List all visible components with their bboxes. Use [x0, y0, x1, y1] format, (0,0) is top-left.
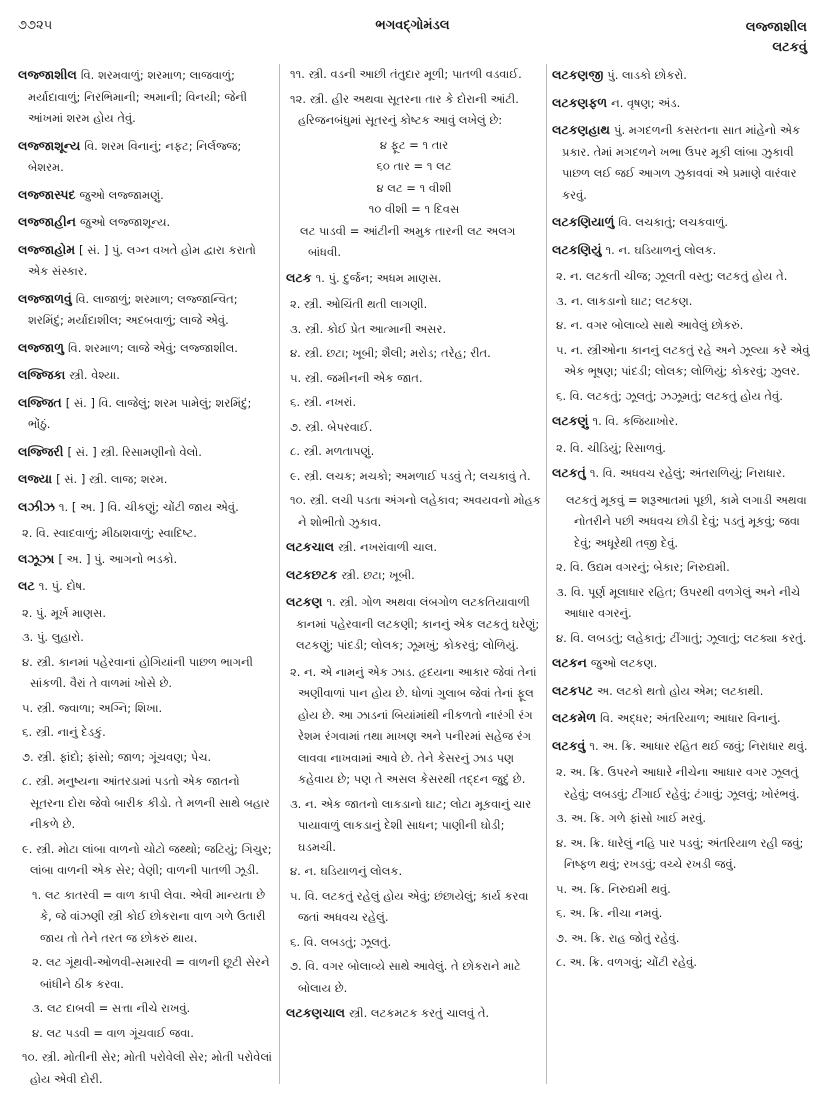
sense-line: ૨. વિ. સ્વાદવાળું; મીઠાશવાળું; સ્વાદિષ્ટ.: [22, 526, 197, 540]
entry-headword: લટ: [18, 578, 35, 593]
dictionary-entry: [18, 239, 274, 283]
sense-line: ૨. વિ. ચીડિયું; રિસાળવું.: [556, 440, 666, 455]
dictionary-entry: [552, 211, 810, 234]
sense-line: ૧૦. સ્ત્રી. મોતીની સેર; મોતી પરોવેલી સેર; મોતી પરોવેલાં હોય એવી દોરી.: [22, 1050, 272, 1086]
dictionary-entry: [552, 680, 810, 703]
page-number: ૭૭૨૫: [18, 18, 53, 33]
dictionary-entry: [286, 1002, 542, 1025]
guide-words: [746, 18, 807, 58]
entry-definition: વિ. લચકાતું; લચકવાળું.: [618, 215, 729, 229]
entry-headword: લજ્જાળુ: [18, 339, 64, 355]
entry-headword: લટકવું: [552, 737, 586, 753]
entry-headword: લજ્જાસ્પદ: [18, 186, 76, 202]
entry-definition: વિ. અદ્ધર; અંતરિયાળ; આધાર વિનાનું.: [600, 711, 781, 725]
sense-line: ૫. વિ. લટકતું રહેલું હોય એવું; છંછાયેલું; કાર્ય કરવા જતાં અધવચ રહેલું.: [290, 888, 529, 924]
idiom-line: ૨. લટ ગૂંથવી-ઓળવી-સમારવી = વાળની છૂટી સેરને બાંધીને ઠીક કરવા.: [32, 955, 270, 991]
dictionary-entry: [18, 548, 274, 571]
dictionary-entry: [18, 184, 274, 207]
sense-line: ૬. સ્ત્રી. નાનું દેડકું.: [22, 725, 106, 739]
entry-definition: સ્ત્રી. લટકમટક કરતું ચાલવું તે.: [348, 1006, 490, 1020]
idiom-line: લટકતું મૂકવું = શરૂઆતમાં પૂછી, કામે લગાડી અથવા નોતરીને પછી અધવચ છોડી દેવું; પડતું મૂકવું; જવા દેવું; અધૂરેથી તજી દેવું.: [566, 492, 807, 550]
idiom-line: ૧. લટ કાતરવી = વાળ કાપી લેવા. એવી માન્યતા છે કે, જે વાંઝણી સ્ત્રી કોઈ છોકરાના વાળ ગળે ઉતારી જાય તો તેને તરત જ છોકરું થાય.: [32, 887, 266, 945]
table-row: ૪ ફૂટ = ૧ તાર: [379, 137, 449, 152]
sense-line: ૪. ન. ઘડિયાળનું લોલક.: [290, 864, 403, 878]
entry-headword: લટકચાલ: [286, 539, 335, 554]
sense-line: ૧૧. સ્ત્રી. વડની આછી તંતુદાર મૂળી; પાતળી વડવાઈ.: [290, 67, 522, 81]
entry-definition: [ સં. ] સ્ત્રી. રિસામણીનો વેલો.: [67, 444, 202, 459]
entry-definition: [ સં. ] પું. લગ્ન વખતે હોમ દ્વારા કરાતો એક સંસ્કાર.: [28, 242, 256, 278]
entry-definition: વિ. શરમ વિનાનું; નફટ; નિર્લજ્જ; બેશરમ.: [28, 138, 242, 174]
dictionary-entry: [552, 92, 810, 115]
column-divider: [279, 64, 280, 1084]
dictionary-entry: [552, 410, 810, 433]
entry-definition: ૧. પું. દુર્જન; અધમ માણસ.: [315, 270, 442, 285]
entry-definition: [ સં. ] વિ. લાજેલું; શરમ પામેલું; શરમિંદું; ભોંઠું.: [28, 395, 252, 431]
entry-headword: લટકપટ: [552, 682, 593, 698]
sense-line: ૪. સ્ત્રી. છટા; ખૂબી; શૈલી; મરોડ; તરેહ; રીત.: [290, 346, 491, 360]
dictionary-column-1: [18, 64, 274, 1093]
sense-line: ૪. અ. ક્રિ. ધારેલું નહિ પાર પડવું; અંતરિયાળ રહી જવું; નિષ્ફળ થવું; રખડવું; વચ્ચે રખડી જવું.: [556, 835, 804, 871]
entry-definition: જુઓ લટકણ.: [590, 656, 658, 670]
sense-line: ૯. સ્ત્રી. મોટા લાંબા વાળનો ચોટો જથ્થો; જટિયું; ગિચુર; લાંબા વાળની એક સેર; વેણી; વાળની પાતળી ઝૂડી.: [22, 841, 272, 877]
entry-headword: લટકમેળ: [552, 710, 597, 725]
entry-definition: અ. લટકો થતો હોય એમ; લટકાથી.: [596, 683, 764, 698]
sense-line: ૮. સ્ત્રી. મનુષ્યના આંતરડામાં પડતો એક જાતનો સૂતરના દોરા જેવો બારીક કીડો. તે મળની સાથે બહાર નીકળે છે.: [22, 774, 270, 831]
entry-headword: લટકતું: [552, 465, 586, 480]
entry-headword: લજ્જાળવું: [18, 290, 72, 306]
dictionary-entry: [552, 707, 810, 730]
dictionary-entry: [18, 288, 274, 332]
idiom-line: લટ પાડવી = આંટીની અમુક તારની લટ અલગ બાંધવી.: [300, 223, 516, 259]
sense-line: ૩. અ. ક્રિ. ગળે ફાંસો ખાઈ મરવું.: [556, 811, 707, 825]
dictionary-entry: [552, 735, 810, 758]
sense-line: ૭. અ. ક્રિ. રાહ જોતું રહેવું.: [556, 930, 680, 945]
dictionary-entry: [18, 468, 274, 491]
dictionary-entry: [286, 267, 542, 290]
entry-headword: લજ્જિત: [18, 394, 62, 410]
idiom-line: ૪. લટ પડવી = વાળ ગૂંચવાઈ જવા.: [32, 1025, 194, 1040]
dictionary-entry: [18, 496, 274, 519]
entry-definition: વિ. લાજાળું; શરમાળ; લજ્જાન્વિત; શરમિંદું; મર્યાદાશીલ; અદબવાળું; લાજે એવું.: [28, 291, 238, 327]
entry-headword: લજ્જાશીલ: [18, 67, 77, 82]
sense-line: ૯. સ્ત્રી. લચક; મચકો; અમળાઈ પડવું તે; લચકાવું તે.: [290, 468, 531, 483]
entry-definition: [ સં. ] સ્ત્રી. લાજ; શરમ.: [56, 472, 168, 486]
book-title: ભગવદ્ગોમંડલ: [375, 18, 450, 33]
dictionary-entry: [552, 64, 810, 87]
entry-definition: વિ. શરમાળ; લાજે એવું; લજ્જાશીલ.: [67, 340, 238, 355]
sense-line: ૧૦. સ્ત્રી. લચી પડતા અંગનો લહેકાવ; અવયવનો મોહક ને શોભીતો ઝુકાવ.: [290, 493, 541, 529]
sense-line: ૨. વિ. ઉદ્યમ વગરનું; બેકાર; નિરુદ્યમી.: [556, 560, 730, 574]
entry-headword: લટકણચાલ: [286, 1005, 345, 1020]
entry-definition: ૧. ન. ઘડિયાળનું લોલક.: [605, 242, 717, 257]
entry-headword: લઝીઝ: [18, 498, 55, 514]
sense-line: ૭. સ્ત્રી. બેપરવાઈ.: [290, 419, 373, 434]
sense-line: ૮. સ્ત્રી. મળતાપણું.: [290, 444, 375, 458]
sense-line: ૮. અ. ક્રિ. વળગવું; ચોંટી રહેવું.: [556, 955, 697, 969]
sense-line: ૨. અ. ક્રિ. ઉપરને આધારે નીચેના આધાર વગર ઝૂલતું રહેવું; લબડવું; ટીંગાઈ રહેવું; ટંગાવું; ઝૂલવું; ખોરંભવું.: [556, 765, 800, 801]
entry-headword: લટકણફળ: [552, 94, 608, 110]
dictionary-entry: [552, 239, 810, 262]
sense-line: ૭. વિ. વગર બોલાવ્યે સાથે આવેલું. તે છોકરાને માટે બોલાય છે.: [290, 959, 521, 995]
dictionary-entry: [552, 462, 810, 485]
sense-line: ૬. સ્ત્રી. નખરાં.: [290, 395, 357, 409]
entry-headword: લઝૂઝા: [18, 550, 55, 566]
entry-definition: સ્ત્રી. નખરાંવાળી ચાલ.: [338, 540, 438, 554]
sense-line: ૧૨. સ્ત્રી. હીર અથવા સૂતરના તાર કે દોરાની આંટી. હરિજનબંધુમાં સૂતરનું કોષ્ટક આવું લખેલું છે:: [290, 91, 519, 127]
sense-line: ૩. ન. લાકડાનો ઘાટ; લટકણ.: [556, 293, 693, 308]
sense-line: ૪. સ્ત્રી. કાનમાં પહેરવાનાં હોગિયાંની પાછળ ભાગની સાંકળી. વૈરાં તે વાળમાં ખોસે છે.: [22, 654, 253, 690]
dictionary-entry: [552, 652, 810, 675]
idiom-line: ૩. લટ દાબવી = સત્તા નીચે રાખવું.: [32, 1001, 191, 1015]
guide-word-first: લજ્જાશીલ: [745, 20, 807, 35]
table-row: ૧૦ વીશી = ૧ દિવસ: [368, 202, 460, 216]
entry-headword: લટકણ: [286, 594, 323, 609]
sense-line: ૫. સ્ત્રી. જમીનની એક જાત.: [290, 370, 423, 385]
entry-headword: લટકન: [552, 655, 587, 670]
entry-definition: જુઓ લજ્જાશૂન્ય.: [79, 215, 171, 229]
sense-line: ૨. ન. લટકતી ચીજ; ઝૂલતી વસ્તુ; લટકતું હોય તે.: [556, 269, 788, 283]
entry-definition: સ્ત્રી. છટા; ખૂબી.: [341, 567, 415, 582]
sense-line: ૭. સ્ત્રી. ફાંદો; ફાંસો; જાળ; ગૂંચવણ; પેચ.: [22, 749, 212, 764]
dictionary-entry: [18, 337, 274, 360]
entry-definition: ૧. સ્ત્રી. ગોળ અથવા લંબગોળ લટકતિયાવાળી કાનમાં પહેરવાની લટકણી; કાનનું એક લટકતું ઘરેણું; લટકણું; પાંદડી; લોલક; ઝૂમખું; કોકરવું; લોળિયું.: [296, 595, 540, 652]
entry-definition: ૧. અ. ક્રિ. આધાર રહિત થઈ જવું; નિરાધાર થવું.: [589, 738, 808, 753]
entry-definition: ૧. પું. દોષ.: [38, 579, 86, 593]
entry-headword: લજ્જિરી: [18, 443, 64, 459]
entry-definition: ૧. [ અ. ] વિ. ચીકણું; ચોંટી જાય એવું.: [58, 499, 239, 514]
entry-definition: જુઓ લજ્જામણું.: [79, 187, 164, 202]
entry-definition: [ અ. ] પું. આગનો ભડકો.: [58, 551, 178, 566]
entry-headword: લટક: [286, 269, 312, 285]
sense-line: ૫. સ્ત્રી. જ્વાળા; અગ્નિ; શિખા.: [22, 700, 163, 715]
sense-line: ૬. અ. ક્રિ. નીચા નમવું.: [556, 906, 663, 920]
entry-headword: લટકણજી: [552, 67, 604, 82]
dictionary-entry: [286, 564, 542, 587]
sense-line: ૪. ન. વગર બોલાવ્યે સાથે આવેલું છોકરું.: [556, 318, 744, 332]
dictionary-entry: [18, 211, 274, 234]
entry-definition: પું. લાડકો છોકરો.: [607, 68, 687, 82]
sense-line: ૫. ન. સ્ત્રીઓના કાનનું લટકતું રહે અને ઝૂલ્યા કરે એવું એક ભૂષણ; પાંદડી; લોલક; લોળિયું; કોકરવું; ઝુલર.: [556, 342, 810, 378]
entry-headword: લજ્યા: [18, 471, 53, 486]
dictionary-entry: [18, 64, 274, 130]
sense-line: ૨. સ્ત્રી. ઓચિંતી થતી લાગણી.: [290, 297, 428, 311]
entry-headword: લટકણું: [552, 413, 589, 428]
sense-line: ૬. વિ. લટકતું; ઝૂલતું; ઝઝૂમતું; લટકતું હોય તેવું.: [556, 388, 783, 403]
dictionary-entry: [286, 591, 542, 657]
sense-line: ૩. સ્ત્રી. કોઈ પ્રેત આત્માની અસર.: [290, 321, 447, 336]
sense-line: ૩. પું. લુહારો.: [22, 630, 84, 644]
entry-headword: લજ્જાશૂન્ય: [18, 137, 81, 153]
entry-definition: પું. મગદળની કસરતના સાત માંહેનો એક પ્રકાર. તેમાં મગદળને ખભા ઉપર મૂકી લાંબા ઝુકાવી પાછળ લઈ જઈ આગળ ઝુકાવવાં એ પ્રમાણે વારંવાર કરવું.: [562, 123, 801, 202]
entry-definition: ન. વૃષણ; અંડ.: [611, 95, 681, 110]
sense-line: ૩. ન. એક જાતનો લાકડાનો ઘાટ; લોટા મૂકવાનું ચાર પાયાવાળું લાકડાનું દેશી સાધન; પાણીની ઘોડી; ઘડમચી.: [290, 796, 532, 854]
dictionary-column-3: [552, 64, 810, 977]
entry-definition: ૧. વિ. કજિયાખોર.: [592, 414, 679, 428]
column-divider: [546, 64, 547, 1084]
sense-line: ૫. અ. ક્રિ. નિરુદ્યમી થવું.: [556, 881, 671, 896]
page-header: [0, 14, 825, 54]
dictionary-entry: [552, 119, 810, 206]
table-row: ૪ લટ = ૧ વીશી: [376, 180, 452, 195]
dictionary-entry: [18, 575, 274, 598]
dictionary-entry: [286, 536, 542, 559]
entry-headword: લજ્જિકા: [18, 367, 66, 382]
entry-headword: લટકણિયાળું: [552, 214, 615, 229]
sense-line: ૪. વિ. લબડતું; લહેકાતું; ટીંગાતું; ઝૂલાતું; લટક્યા કરતું.: [556, 630, 807, 645]
dictionary-entry: [18, 135, 274, 179]
entry-headword: લજ્જાહીન: [18, 214, 76, 229]
guide-word-last: લટકવું: [772, 40, 807, 55]
sense-line: ૬. વિ. લબડતું; ઝૂલતું.: [290, 934, 392, 949]
entry-headword: લટકછટક: [286, 566, 338, 582]
entry-headword: લજ્જાહોમ: [18, 241, 76, 257]
entry-headword: લટકણહાથ: [552, 122, 610, 137]
sense-line: ૩. વિ. પૂર્ણ મૂલાધાર રહિત; ઉપરથી વળગેલું અને નીચે આધાર વગરનું.: [556, 584, 801, 620]
dictionary-entry: [18, 364, 274, 387]
sense-line: ૨. ન. એ નામનું એક ઝાડ. હૃદયના આકાર જેવાં તેનાં અણીવાળાં પાન હોય છે. ધોળાં ગુલાબ જેવાં તેનાં ફૂલ હોય છે. આ ઝાડનાં બિયાંમાંથી નીકળતો નારંગી રંગ રેશમ રંગવામાં તથા માખણ અને પનીરમાં સહેજ રંગ લાવવા નાખવામાં આવે છે. તેને કેસરનું ઝાડ પણ કહેવાય છે; પણ તે અસલ કેસરથી તદ્દન જુદું છે.: [290, 664, 537, 786]
dictionary-entry: [18, 392, 274, 436]
sense-line: ૨. પું. મૂર્ખ માણસ.: [22, 605, 106, 620]
dictionary-entry: [18, 441, 274, 464]
dictionary-column-2: [286, 64, 542, 1030]
entry-definition: ૧. વિ. અધવચ રહેલું; અંતરાળિયું; નિરાધાર.: [589, 466, 786, 480]
entry-headword: લટકણિયું: [552, 241, 602, 257]
entry-definition: સ્ત્રી. વેશ્યા.: [69, 368, 120, 382]
table-row: ૬૦ તાર = ૧ લટ: [376, 159, 452, 173]
entry-definition: વિ. શરમવાળું; શરમાળ; લાજવાળું; મર્યાદાવાળું; નિરભિમાની; અમાની; વિનયી; જેની આંખમાં શરમ હોય તેવું.: [28, 68, 248, 125]
